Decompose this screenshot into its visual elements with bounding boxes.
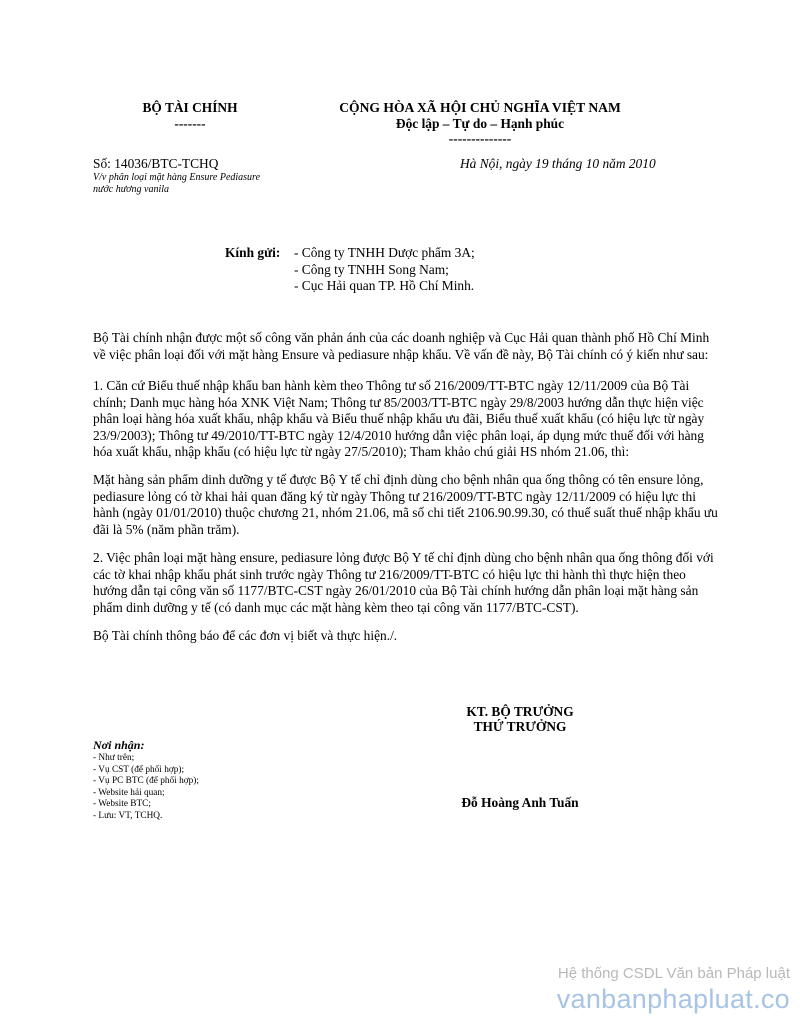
distribution-item: - Vụ CST (để phối hợp); [93, 764, 185, 775]
ministry-name: BỘ TÀI CHÍNH [142, 100, 238, 115]
paragraph-1 [93, 330, 709, 363]
text-line: Mặt hàng sản phẩm dinh dưỡng y tế được Bộ Y tế chỉ định dùng cho bệnh nhân qua ống thông có tên ensure lỏng, [93, 472, 704, 487]
signature-title-1: KT. BỘ TRƯỞNG [466, 704, 574, 719]
text-line: chính; Danh mục hàng hóa XNK Việt Nam; Thông tư 85/2003/TT-BTC ngày 29/8/2003 hướng dẫn thực hiện việc [93, 394, 704, 410]
paragraph-5 [93, 628, 709, 645]
recipient-item: - Công ty TNHH Dược phẩm 3A; [294, 245, 475, 260]
subject-line-2: nước hương vanila [93, 184, 170, 195]
recipients-list [294, 245, 475, 295]
text-line: Bộ Tài chính thông báo để các đơn vị biết và thực hiện./. [93, 628, 398, 643]
recipient-item: - Công ty TNHH Song Nam; [294, 261, 449, 277]
text-line: Bộ Tài chính nhận được một số công văn phản ánh của các doanh nghiệp và Cục Hải quan thành phố Hồ Chí Minh [93, 330, 710, 345]
text-line: 1. Căn cứ Biểu thuế nhập khẩu ban hành kèm theo Thông tư số 216/2009/TT-BTC ngày 12/11/2009 của Bộ Tài [93, 378, 690, 393]
signature-title-2: THỨ TRƯỞNG [473, 719, 567, 734]
motto: Độc lập – Tự do – Hạnh phúc [395, 116, 565, 131]
document-number: Số: 14036/BTC-TCHQ [93, 156, 219, 171]
watermark-caption: Hệ thống CSDL Văn bản Pháp luật [557, 965, 790, 982]
text-line: phẩm dinh dưỡng y tế (có danh mục các mặt hàng kèm theo tại công văn 1177/BTC-CST). [93, 599, 579, 615]
text-line: phân loại hàng hóa xuất khẩu, nhập khẩu và Biểu thuế nhập khẩu ưu đãi, Biểu thuế xuất khẩu (có hiệu lực từ ngày [93, 411, 705, 426]
text-line: 23/9/2003); Thông tư 49/2010/TT-BTC ngày 12/4/2010 hướng dẫn việc phân loại, áp dụng mức thuế đối với hàng [93, 427, 704, 443]
paragraph-4 [93, 550, 714, 616]
distribution-item: - Lưu: VT, TCHQ. [93, 810, 163, 821]
distribution-list [93, 753, 199, 822]
signer-name: Đỗ Hoàng Anh Tuấn [461, 795, 579, 810]
text-line: hóa xuất khẩu, nhập khẩu (có hiệu lực từ ngày 27/5/2010); Tham khảo chú giải HS nhóm 21.06, thì: [93, 444, 630, 459]
paragraph-3 [93, 472, 718, 538]
recipient-item: - Cục Hải quan TP. Hồ Chí Minh. [294, 278, 475, 293]
text-line: đãi là 5% (năm phần trăm). [93, 521, 240, 537]
distribution-label: Nơi nhận: [93, 738, 145, 752]
distribution-item: - Vụ PC BTC (để phối hợp); [93, 776, 199, 786]
watermark-site: vanbanphapluat.co [556, 984, 790, 1014]
subject-line-1: V/v phân loại mặt hàng Ensure Pediasure [93, 172, 261, 183]
text-line: pediasure lỏng có tờ khai hải quan đăng ký từ ngày Thông tư 216/2009/TT-BTC ngày 12/11/2009 có hiệu lực thi [93, 488, 696, 504]
text-line: về việc phân loại đối với mặt hàng Ensure và pediasure nhập khẩu. Về vấn đề này, Bộ Tài chính có ý kiến như sau: [93, 346, 709, 362]
text-line: 2. Việc phân loại mặt hàng ensure, pediasure lỏng được Bộ Y tế chỉ định dùng cho bệnh nhân qua ống thông đối với [93, 550, 714, 565]
distribution-item: - Như trên; [93, 753, 135, 763]
distribution-item: - Website hải quan; [93, 787, 165, 798]
text-line: hành (ngày 01/01/2010) thuộc chương 21, nhóm 21.06, mã số chi tiết 2106.90.99.30, có thuế suất thuế nhập khẩu ưu [93, 505, 718, 520]
ministry-underline: ------- [174, 116, 206, 131]
text-line: hướng dẫn tại công văn số 1177/BTC-CST ngày 26/01/2010 của Bộ Tài chính hướng dẫn phân loại mặt hàng sản [93, 583, 699, 598]
distribution-item: - Website BTC; [93, 799, 151, 809]
recipients-label: Kính gửi: [225, 245, 281, 260]
motto-underline: -------------- [448, 131, 512, 146]
paragraph-2 [93, 378, 709, 461]
text-line: các tờ khai nhập khẩu phát sinh trước ngày Thông tư 216/2009/TT-BTC có hiệu lực thi hành thì thực hiện theo [93, 566, 686, 582]
place-date: Hà Nội, ngày 19 tháng 10 năm 2010 [460, 156, 656, 171]
nation-title: CỘNG HÒA XÃ HỘI CHỦ NGHĨA VIỆT NAM [339, 100, 621, 115]
